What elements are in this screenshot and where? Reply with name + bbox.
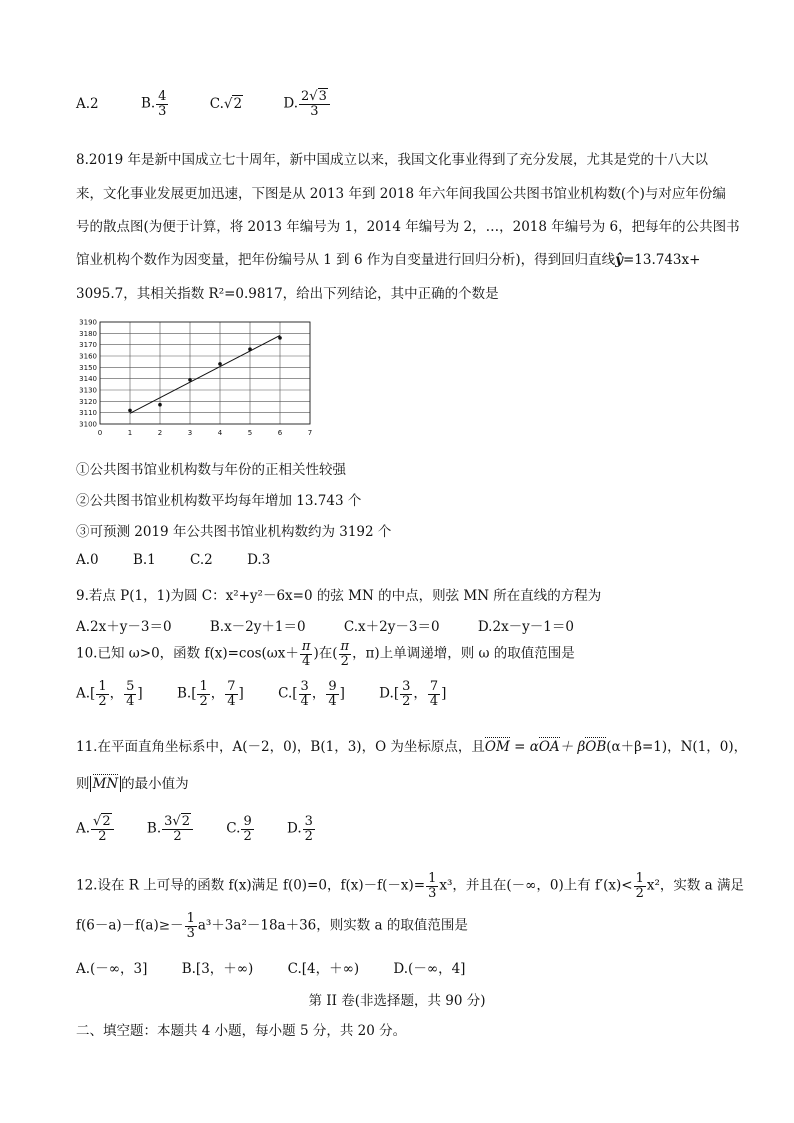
q8-option-d: D.3 — [247, 552, 271, 568]
part-2-heading: 第 II 卷(非选择题，共 90 分) — [308, 993, 486, 1009]
q10-option-b: B.[ $\frac{1}{2}$ ， $\frac{7}{4}$ ] — [176, 679, 244, 709]
x-tick-label: 7 — [307, 429, 313, 437]
q12-line-2: f(6－a)－f(a)≥－ $\frac{1}{3}$ a³＋3a²－18a＋36，则实数 a 的取值范围是 — [76, 911, 468, 941]
q11-line-2: 则 MN 的最小值为 — [76, 776, 189, 792]
y-tick-label: 3180 — [79, 329, 97, 338]
y-tick-label: 3130 — [79, 386, 97, 395]
y-tick-label: 3150 — [79, 363, 97, 372]
y-tick-label: 3100 — [79, 420, 97, 429]
q12-option-c: C.[4，＋∞) — [287, 961, 360, 977]
q9-option-c: C.x＋2y－3＝0 — [343, 619, 440, 635]
q11-stem: 11.在平面直角坐标系中，A(－2，0)，B(1，3)，O 为坐标原点，且OM = αOA＋ βOB(α＋β=1)，N(1，0)， — [76, 739, 748, 755]
q8-options — [76, 552, 270, 568]
q9-options — [76, 615, 574, 635]
scatter-chart — [70, 316, 320, 446]
q12-stem: 12.设在 R 上可导的函数 f(x)满足 f(0)=0，f(x)－f(－x)= $\frac{1}{3}$ x³，并且在(－∞，0)上有 f′(x)< $\frac{1}{2}$ x²，实数 a 满足 — [76, 871, 745, 901]
q8-line-3: 号的散点图(为便于计算，将 2013 年编号为 1，2014 年编号为 2，…，2018 年编号为 6，把每年的公共图书 — [76, 219, 740, 235]
y-tick-label: 3140 — [79, 375, 97, 384]
y-tick-label: 3160 — [79, 352, 97, 361]
data-point — [278, 336, 282, 340]
q12-option-b: B.[3，＋∞) — [181, 961, 254, 977]
q8-line-2: 来，文化事业发展更加迅速，下图是从 2013 年到 2018 年六年间我国公共图书馆业机构数(个)与对应年份编 — [76, 186, 726, 202]
q8-option-c: C.2 — [190, 552, 213, 568]
x-tick-label: 0 — [97, 429, 103, 437]
fill-in-section-heading: 二、填空题：本题共 4 小题，每小题 5 分，共 20 分。 — [76, 1023, 407, 1039]
q12-option-a: A.(－∞，3] — [76, 961, 148, 977]
q10-stem: 10.已知 ω>0，函数 f(x)=cos(ωx＋ $\frac{\pi}{4}$ )在( $\frac{\pi}{2}$ ，π)上单调递增，则 ω 的取值范围是 — [76, 639, 575, 669]
x-tick-label: 3 — [187, 429, 193, 437]
q12-option-d: D.(－∞，4] — [393, 961, 466, 977]
q10-option-a: A.[ $\frac{1}{2}$ ， $\frac{5}{4}$ ] — [76, 679, 143, 709]
q8-line-4: 馆业机构个数作为因变量，把年份编号从 1 到 6 作为自变量进行回归分析)，得到回归直线ŷ=13.743x+ — [76, 252, 701, 268]
x-tick-label: 4 — [217, 429, 223, 437]
x-tick-label: 2 — [157, 429, 163, 437]
q12-options — [76, 957, 465, 977]
q10-options — [76, 680, 446, 708]
q8-conclusion-2: ②公共图书馆业机构数平均每年增加 13.743 个 — [76, 493, 362, 509]
q9-option-a: A.2x＋y－3＝0 — [76, 619, 172, 635]
data-point — [128, 409, 132, 413]
y-tick-label: 3120 — [79, 397, 97, 406]
q7-option-c: C.√2 — [209, 95, 243, 112]
scatter-chart-svg — [70, 316, 320, 446]
q7-option-b: B. $\frac{4}{3}$ — [140, 89, 167, 119]
q8-option-b: B.1 — [132, 552, 156, 568]
y-tick-label: 3170 — [79, 341, 97, 350]
q7-option-a: A.2 — [76, 95, 99, 112]
y-tick-label: 3190 — [79, 318, 97, 327]
data-point — [248, 347, 252, 351]
q8-line-5: 3095.7，其相关指数 R²=0.9817，给出下列结论，其中正确的个数是 — [76, 286, 499, 302]
data-point — [158, 403, 162, 407]
x-tick-label: 6 — [277, 429, 283, 437]
x-tick-label: 5 — [247, 429, 253, 437]
q10-option-c: C.[ $\frac{3}{4}$ ， $\frac{9}{4}$ ] — [278, 679, 345, 709]
data-point — [218, 362, 222, 366]
x-tick-label: 1 — [127, 429, 133, 437]
q8-line-1: 8.2019 年是新中国成立七十周年，新中国成立以来，我国文化事业得到了充分发展，尤其是党的十八大以 — [76, 152, 709, 168]
q9-option-d: D.2x－y－1＝0 — [477, 619, 574, 635]
q10-option-d: D.[ $\frac{3}{2}$ ， $\frac{7}{4}$ ] — [379, 679, 447, 709]
q7-options — [76, 90, 331, 118]
q11-option-a: A. $\frac{√2}{2}$ — [76, 815, 115, 843]
y-tick-label: 3110 — [79, 409, 97, 418]
q11-option-d: D. $\frac{3}{2}$ — [287, 814, 313, 844]
q8-conclusion-3: ③可预测 2019 年公共图书馆业机构数约为 3192 个 — [76, 524, 392, 540]
q8-conclusion-1: ①公共图书馆业机构数与年份的正相关性较强 — [76, 462, 346, 478]
q7-option-d: D. $\frac{2√3}{3}$ — [283, 90, 331, 118]
q9-option-b: B.x－2y＋1＝0 — [209, 619, 306, 635]
q11-options — [76, 815, 316, 843]
q9-stem: 9.若点 P(1，1)为圆 C：x²+y²－6x=0 的弦 MN 的中点，则弦 MN 所在直线的方程为 — [76, 588, 602, 604]
q8-option-a: A.0 — [76, 552, 99, 568]
q11-option-b: B. $\frac{3√2}{2}$ — [147, 815, 194, 843]
data-point — [188, 378, 192, 382]
q11-option-c: C. $\frac{9}{2}$ — [226, 814, 252, 844]
